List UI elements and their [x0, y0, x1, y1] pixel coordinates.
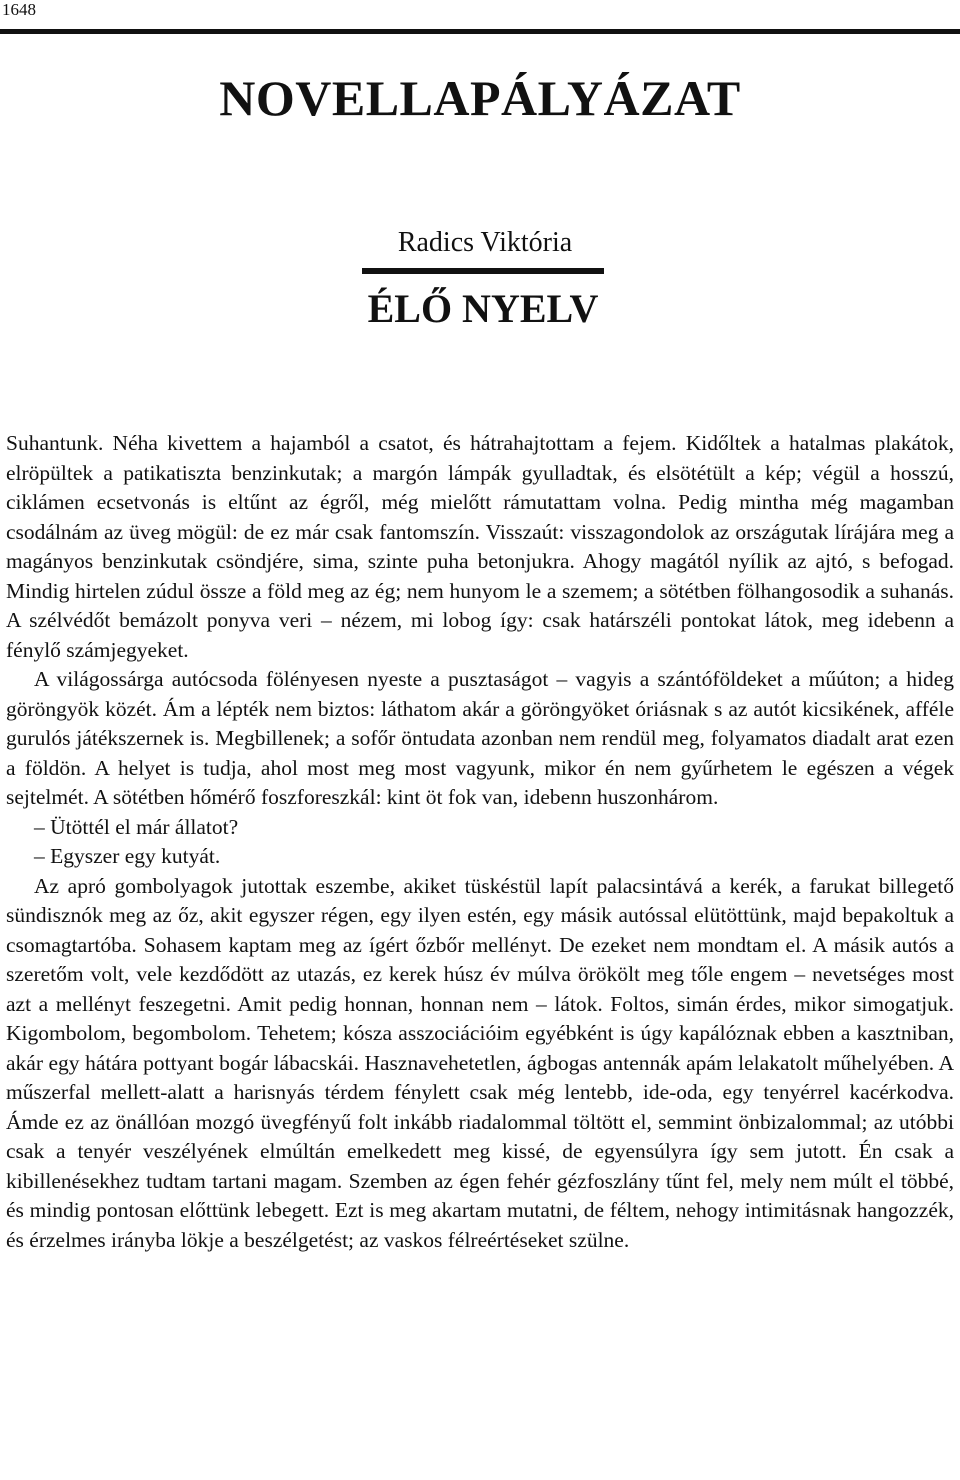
title-divider: [362, 268, 604, 274]
paragraph: Suhantunk. Néha kivettem a hajamból a csatot, és hátrahajtottam a fejem. Kidőltek a hatalmas plakátok, elröpültek a patikatiszta benzinkutak; a margón lámpák gyulladtak, és elsötétült a kép; végül a hosszú, ciklámen ecsetvonás is eltűnt az égről, még mielőtt rámutattam volna. Pedig mintha még magamban csodálnám az üveg mögül: de ez már csak fantomszín. Visszaút: visszagondolok az országutak lírájára meg a magányos benzinkutak csöndjére, sima, szinte puha betonjukra. Ahogy magától nyílik az ajtó, s befogad. Mindig hirtelen zúdul össze a föld meg az ég; nem hunyom le a szemem; a sötétben fölhangosodik a suhanás. A szélvédőt bemázolt ponyva veri – nézem, mi lobog így: csak határszéli pontokat látok, meg idebenn a fénylő számjegyeket.: [6, 431, 954, 662]
dialog-line: – Ütöttél el már állatot?: [34, 814, 239, 839]
header-rule: [0, 29, 960, 34]
dialog-line: – Egyszer egy kutyát.: [34, 844, 221, 868]
page-number: 1648: [2, 0, 36, 19]
story-title: ÉLŐ NYELV: [367, 286, 599, 331]
section-title: NOVELLAPÁLYÁZAT: [219, 70, 741, 126]
paragraph: Az apró gombolyagok jutottak eszembe, akiket tüskéstül lapít palacsintává a kerék, a farukat billegető sündisznók meg az őz, akit egyszer régen, egy ilyen estén, egy másik autóssal elütöttünk, majd bepakoltuk a csomagtartóba. Sohasem kaptam meg az ígért őzbőr mellényt. De ezeket nem mondtam el. A másik autós a szeretőm volt, vele kezdődött az utazás, ez kerek húsz év múlva örökölt meg tőle engem – nevetséges most azt a mellényt feszegetni. Amit pedig honnan, honnan nem – látok. Foltos, simán érdes, mikor simogatjuk. Kigombolom, begombolom. Tehetem; kósza asszociációim egyébként is úgy kapálóznak ebben a kasztniban, akár egy hátára pottyant bogár lábacskái. Hasznavehetetlen, ágbogas antennák apám lelakatolt műhelyében. A műszerfal mellett-alatt a harisnyás térdem fénylett csak még lentebb, ide-oda, egy tenyérrel kacérkodva. Ámde ez az önállóan mozgó üvegfényű folt inkább riadalommal töltött el, semmint önbizalommal; az utóbbi csak a tenyér veszélyének elmúltán emelkedett meg kissé, de egyensúlyra így sem jutott. Én csak a kibillenésekhez tudtam tartani magam. Szemben az égen fehér gézfoszlány tűnt fel, mely nem múlt el többé, és mindig pontosan előttünk lebegett. Ezt is meg akartam mutatni, de féltem, nehogy intimitásnak hangozzék, és érzelmes irányba lökje a beszélgetést; az vaskos félreértéseket szülne.: [6, 873, 954, 1252]
story-body: [6, 429, 954, 1255]
story-author: Radics Viktória: [397, 227, 573, 258]
paragraph: A világossárga autócsoda fölényesen nyeste a pusztaságot – vagyis a szántóföldeket a műúton; a hideg göröngyök közét. Ám a lépték nem biztos: láthatom akár a göröngyöket óriásnak s az autót kicsikének, afféle gurulós játékszernek is. Megbillenek; a sofőr öntudata azonban nem rendül meg, folyamatos diadalt arat ezen a földön. A helyet is tudja, ahol most meg most vagyunk, mikor én nem gyűrhetem le egészen a végek sejtelmét. A sötétben hőmérő foszforeszkál: kint öt fok van, idebenn huszonhárom.: [6, 667, 954, 809]
